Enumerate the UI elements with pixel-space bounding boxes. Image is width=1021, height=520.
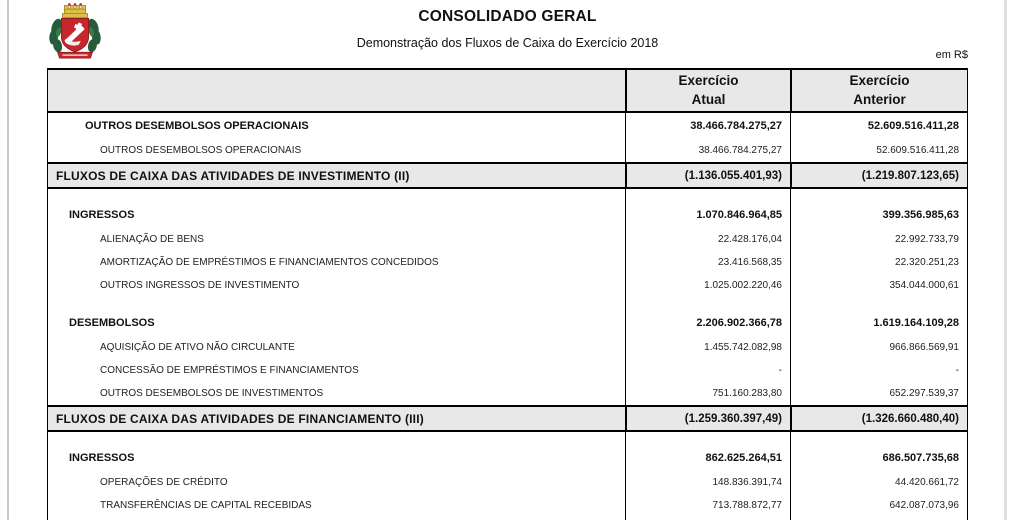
value-exercicio-atual: 38.466.784.275,27 xyxy=(625,113,790,139)
row-label: AQUISIÇÃO DE ATIVO NÃO CIRCULANTE xyxy=(100,342,295,353)
value-exercicio-atual: 22.428.176,04 xyxy=(625,228,790,251)
value-exercicio-anterior: 22.992.733,79 xyxy=(790,228,967,251)
header-exercicio-anterior xyxy=(790,70,967,111)
table-row xyxy=(48,139,967,162)
value-exercicio-anterior: (1.326.660.480,40) xyxy=(790,407,967,430)
value-exercicio-atual: - xyxy=(625,359,790,382)
page-subtitle: Demonstração dos Fluxos de Caixa do Exercício 2018 xyxy=(356,36,659,50)
header-line: Atual xyxy=(691,91,726,107)
section-total-row xyxy=(48,405,967,432)
header-line: Anterior xyxy=(853,91,906,107)
value-exercicio-anterior: (1.219.807.123,65) xyxy=(790,164,967,187)
value-exercicio-anterior: 44.420.661,72 xyxy=(790,471,967,494)
table-row-group xyxy=(48,432,967,520)
spacer-row xyxy=(48,189,967,202)
section-total-row xyxy=(48,162,967,189)
spacer-row xyxy=(48,432,967,445)
value-exercicio-anterior: - xyxy=(790,359,967,382)
spacer-row xyxy=(48,297,967,310)
value-exercicio-anterior: 966.866.569,91 xyxy=(790,336,967,359)
header-exercicio-atual xyxy=(625,70,790,111)
table-row xyxy=(48,310,967,336)
row-label: TRANSFERÊNCIAS DE CAPITAL RECEBIDAS xyxy=(100,500,312,511)
value-exercicio-atual: 38.466.784.275,27 xyxy=(625,139,790,162)
row-label: INGRESSOS xyxy=(69,209,135,221)
row-label: FLUXOS DE CAIXA DAS ATIVIDADES DE FINANCIAMENTO (III) xyxy=(56,411,424,426)
value-exercicio-atual xyxy=(625,297,790,310)
value-exercicio-anterior: 1.619.164.109,28 xyxy=(790,310,967,336)
value-exercicio-atual: (1.259.360.397,49) xyxy=(625,407,790,430)
row-label: FLUXOS DE CAIXA DAS ATIVIDADES DE INVESTIMENTO (II) xyxy=(56,168,410,183)
table-row xyxy=(48,202,967,228)
value-exercicio-atual: 862.625.264,51 xyxy=(625,445,790,471)
table-row-group xyxy=(48,113,967,162)
table-row xyxy=(48,228,967,251)
value-exercicio-anterior: 686.507.735,68 xyxy=(790,445,967,471)
value-exercicio-anterior xyxy=(790,189,967,202)
value-exercicio-atual: 1.025.002.220,46 xyxy=(625,274,790,297)
header-label-column xyxy=(48,70,625,111)
value-exercicio-atual: 148.836.391,74 xyxy=(625,471,790,494)
value-exercicio-atual: 751.160.283,80 xyxy=(625,382,790,405)
row-label xyxy=(48,432,625,445)
value-exercicio-anterior: 52.609.516.411,28 xyxy=(790,113,967,139)
row-label: OPERAÇÕES DE CRÉDITO xyxy=(100,477,228,488)
table-row xyxy=(48,336,967,359)
row-label: DESEMBOLSOS xyxy=(69,317,155,329)
row-label: OUTROS INGRESSOS DE INVESTIMENTO xyxy=(100,280,300,291)
value-exercicio-anterior xyxy=(790,432,967,445)
value-exercicio-anterior: 652.297.539,37 xyxy=(790,382,967,405)
value-exercicio-atual xyxy=(625,189,790,202)
value-exercicio-anterior: 399.356.985,63 xyxy=(790,202,967,228)
value-exercicio-atual: 2.206.902.366,78 xyxy=(625,310,790,336)
value-exercicio-anterior: 22.320.251,23 xyxy=(790,251,967,274)
cash-flow-table xyxy=(47,68,968,520)
header-line: Exercício xyxy=(849,73,910,89)
value-exercicio-atual: 23.416.568,35 xyxy=(625,251,790,274)
table-row xyxy=(48,113,967,139)
table-header-row xyxy=(48,68,967,113)
row-label: INGRESSOS xyxy=(69,452,135,464)
currency-note: em R$ xyxy=(935,49,968,61)
row-label: AMORTIZAÇÃO DE EMPRÉSTIMOS E FINANCIAMENTOS CONCEDIDOS xyxy=(100,257,439,268)
table-body xyxy=(48,113,967,520)
table-row xyxy=(48,251,967,274)
page-title: CONSOLIDADO GERAL xyxy=(418,8,597,25)
value-exercicio-atual: (1.136.055.401,93) xyxy=(625,164,790,187)
table-row xyxy=(48,445,967,471)
value-exercicio-atual: 713.788.872,77 xyxy=(625,494,790,517)
row-label: OUTROS DESEMBOLSOS DE INVESTIMENTOS xyxy=(100,388,324,399)
table-row-group xyxy=(48,189,967,405)
row-label xyxy=(48,189,625,202)
page-edge-line-left xyxy=(7,0,9,520)
value-exercicio-anterior: 354.044.000,61 xyxy=(790,274,967,297)
page-edge-line-right xyxy=(1004,0,1007,520)
value-exercicio-anterior: 642.087.073,96 xyxy=(790,494,967,517)
row-label: CONCESSÃO DE EMPRÉSTIMOS E FINANCIAMENTOS xyxy=(100,365,359,376)
table-row xyxy=(48,471,967,494)
value-exercicio-atual: 1.455.742.082,98 xyxy=(625,336,790,359)
row-label: OUTROS DESEMBOLSOS OPERACIONAIS xyxy=(100,145,302,156)
value-exercicio-atual: 1.070.846.964,85 xyxy=(625,202,790,228)
value-exercicio-anterior xyxy=(790,297,967,310)
table-row xyxy=(48,382,967,405)
row-label: OUTROS DESEMBOLSOS OPERACIONAIS xyxy=(85,120,309,132)
row-label xyxy=(48,297,625,310)
table-row xyxy=(48,494,967,517)
header-line: Exercício xyxy=(678,73,739,89)
row-label: ALIENAÇÃO DE BENS xyxy=(100,234,204,245)
table-row xyxy=(48,359,967,382)
table-row xyxy=(48,274,967,297)
value-exercicio-anterior: 52.609.516.411,28 xyxy=(790,139,967,162)
value-exercicio-atual xyxy=(625,432,790,445)
